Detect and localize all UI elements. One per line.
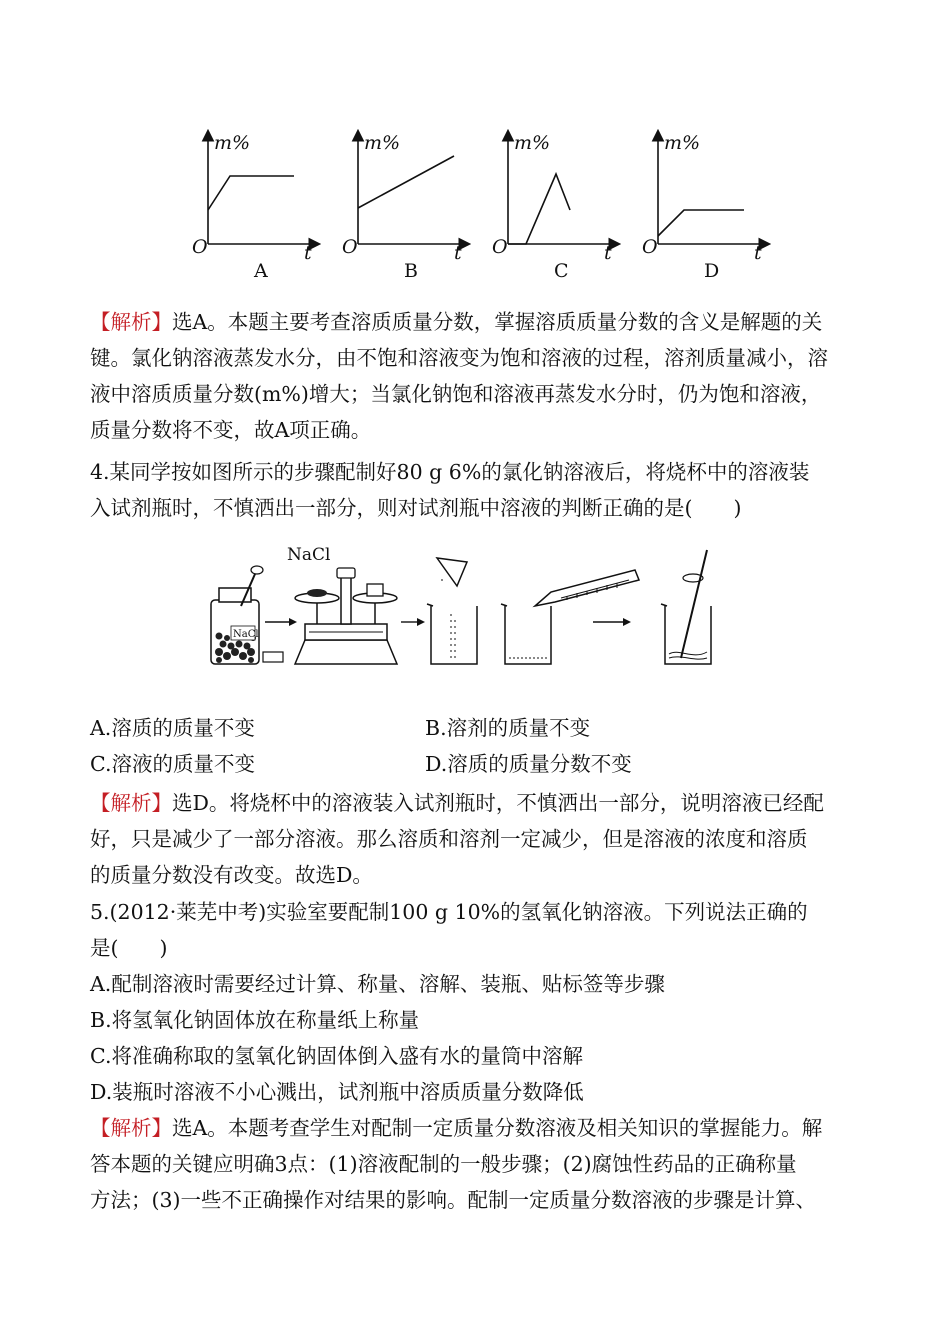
graph-d-xlabel: t	[754, 242, 762, 264]
graph-a-origin: O	[192, 236, 208, 258]
graduated-cylinder-icon	[535, 570, 639, 606]
question-5-option-a[interactable]: A.配制溶液时需要经过计算、称量、溶解、装瓶、贴标签等步骤	[90, 972, 665, 996]
balance-scale-icon	[287, 545, 397, 664]
analysis-1-line-2: 键。氯化钠溶液蒸发水分，由不饱和溶液变为饱和溶液的过程，溶剂质量减小，溶	[90, 346, 828, 370]
lab-steps-illustration	[205, 540, 745, 670]
analysis-1	[90, 304, 870, 448]
graph-d-ylabel: m%	[664, 132, 701, 154]
analysis-2-line-3: 的质量分数没有改变。故选D。	[90, 863, 373, 887]
graph-b-xlabel: t	[454, 242, 462, 264]
beaker-icon	[501, 604, 551, 664]
question-4-line-2: 入试剂瓶时，不慎洒出一部分，则对试剂瓶中溶液的判断正确的是( )	[90, 496, 742, 520]
question-4	[90, 454, 870, 526]
analysis-2	[90, 785, 870, 893]
graph-d-curve	[658, 210, 744, 236]
graph-d-origin: O	[642, 236, 658, 258]
question-5-option-c[interactable]: C.将准确称取的氢氧化钠固体倒入盛有水的量筒中溶解	[90, 1044, 583, 1068]
analysis-1-line-4: 质量分数将不变，故A项正确。	[90, 418, 372, 442]
option-b[interactable]: B.溶剂的质量不变	[425, 716, 591, 740]
graph-a-curve	[208, 176, 294, 210]
analysis-tag: 【解析】	[90, 1116, 172, 1140]
graph-a-letter: A	[254, 260, 268, 282]
analysis-1-line-1: 【解析】选A。本题主要考查溶质质量分数，掌握溶质质量分数的含义是解题的关	[90, 310, 823, 334]
analysis-3-line-2: 答本题的关键应明确3点：(1)溶液配制的一般步骤；(2)腐蚀性药品的正确称量	[90, 1152, 797, 1176]
question-5-option-b[interactable]: B.将氢氧化钠固体放在称量纸上称量	[90, 1008, 420, 1032]
graph-c-curve	[508, 174, 570, 244]
graph-d-letter: D	[704, 260, 720, 282]
analysis-1-line-3: 液中溶质质量分数(m%)增大；当氯化钠饱和溶液再蒸发水分时，仍为饱和溶液，	[90, 382, 822, 406]
analysis-3	[90, 1110, 870, 1218]
graph-b	[340, 118, 480, 288]
graph-c-ylabel: m%	[514, 132, 551, 154]
question-4-options	[90, 710, 870, 782]
graph-options-row	[190, 118, 770, 288]
question-5-line-1: 5.(2012·莱芜中考)实验室要配制100 g 10%的氢氧化钠溶液。下列说法正确的	[90, 900, 808, 924]
question-5-line-2: 是( )	[90, 936, 168, 960]
svg-text:NaCl: NaCl	[287, 545, 331, 565]
graph-a-xlabel: t	[304, 242, 312, 264]
reagent-bottle-icon	[211, 566, 283, 664]
option-a[interactable]: A.溶质的质量不变	[90, 716, 255, 740]
analysis-2-line-1: 【解析】选D。将烧杯中的溶液装入试剂瓶时，不慎洒出一部分，说明溶液已经配	[90, 791, 824, 815]
graph-c-xlabel: t	[604, 242, 612, 264]
analysis-tag: 【解析】	[90, 791, 172, 815]
graph-c-letter: C	[554, 260, 569, 282]
graph-b-ylabel: m%	[364, 132, 401, 154]
graph-a-ylabel: m%	[214, 132, 251, 154]
stirring-beaker-icon	[661, 550, 711, 664]
graph-d	[640, 118, 780, 288]
question-4-line-1: 4.某同学按如图所示的步骤配制好80 g 6%的氯化钠溶液后，将烧杯中的溶液装	[90, 460, 810, 484]
graph-c	[490, 118, 630, 288]
graph-c-origin: O	[492, 236, 508, 258]
question-5-option-d[interactable]: D.装瓶时溶液不小心溅出，试剂瓶中溶质质量分数降低	[90, 1080, 584, 1104]
beaker-with-paper-icon	[427, 558, 477, 664]
solution-preparation-figure	[205, 540, 745, 670]
option-c[interactable]: C.溶液的质量不变	[90, 752, 255, 776]
question-5	[90, 894, 870, 1110]
graph-a	[190, 118, 330, 288]
option-d[interactable]: D.溶质的质量分数不变	[425, 752, 632, 776]
analysis-2-line-2: 好，只是减少了一部分溶液。那么溶质和溶剂一定减少，但是溶液的浓度和溶质	[90, 827, 808, 851]
analysis-3-line-1: 【解析】选A。本题考查学生对配制一定质量分数溶液及相关知识的掌握能力。解	[90, 1116, 823, 1140]
graph-b-letter: B	[404, 260, 418, 282]
svg-text:NaCl: NaCl	[233, 629, 259, 640]
analysis-3-line-3: 方法；(3)一些不正确操作对结果的影响。配制一定质量分数溶液的步骤是计算、	[90, 1188, 817, 1212]
graph-b-origin: O	[342, 236, 358, 258]
analysis-tag: 【解析】	[90, 310, 172, 334]
graph-b-curve	[358, 156, 454, 208]
